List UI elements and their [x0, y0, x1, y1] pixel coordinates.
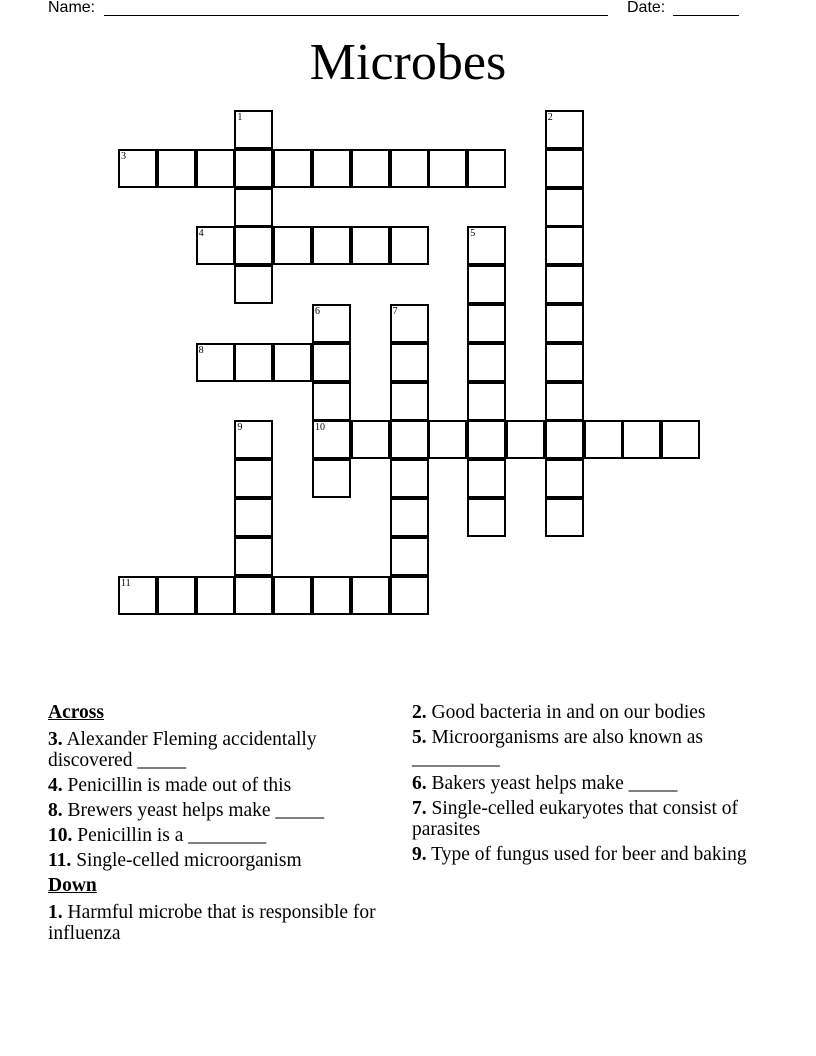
- grid-cell[interactable]: [273, 149, 312, 188]
- grid-cell[interactable]: [273, 226, 312, 265]
- grid-cell[interactable]: [467, 226, 506, 265]
- grid-cell[interactable]: [312, 149, 351, 188]
- date-label: Date:: [627, 0, 666, 16]
- clues-column-right: [412, 702, 762, 869]
- grid-cell[interactable]: [312, 304, 351, 343]
- cell-number: 8: [198, 344, 204, 356]
- grid-cell[interactable]: [622, 420, 661, 459]
- grid-cell[interactable]: [351, 226, 390, 265]
- cell-number: 9: [237, 422, 243, 434]
- clues-column-left: [48, 702, 393, 948]
- clue-down-1: 1. Harmful microbe that is responsible for influenza: [48, 902, 376, 944]
- grid-cell[interactable]: [390, 420, 429, 459]
- grid-cell[interactable]: [390, 537, 429, 576]
- grid-cell[interactable]: [661, 420, 700, 459]
- grid-cell[interactable]: [312, 343, 351, 382]
- cell-number: 4: [198, 228, 204, 240]
- grid-cell[interactable]: [234, 537, 273, 576]
- grid-cell[interactable]: [467, 498, 506, 537]
- grid-cell[interactable]: [234, 498, 273, 537]
- grid-cell[interactable]: [312, 382, 351, 421]
- grid-cell[interactable]: [196, 149, 235, 188]
- grid-cell[interactable]: [390, 459, 429, 498]
- clue-across-3: 3. Alexander Fleming accidentally discovered _____: [48, 729, 317, 771]
- grid-cell[interactable]: [312, 459, 351, 498]
- grid-cell[interactable]: [545, 343, 584, 382]
- grid-cell[interactable]: [467, 343, 506, 382]
- name-label: Name:: [48, 0, 96, 16]
- down-heading: Down: [48, 875, 97, 896]
- grid-cell[interactable]: [157, 576, 196, 615]
- grid-cell[interactable]: [545, 149, 584, 188]
- grid-cell[interactable]: [545, 498, 584, 537]
- grid-cell[interactable]: [118, 149, 157, 188]
- cell-number: 11: [121, 577, 131, 589]
- grid-cell[interactable]: [390, 498, 429, 537]
- grid-cell[interactable]: [545, 188, 584, 227]
- cell-number: 7: [392, 306, 398, 317]
- grid-cell[interactable]: [234, 110, 273, 149]
- grid-cell[interactable]: [196, 343, 235, 382]
- clue-down-2: 2. Good bacteria in and on our bodies: [412, 702, 706, 723]
- grid-cell[interactable]: [545, 265, 584, 304]
- cell-number: 10: [315, 422, 325, 434]
- cell-number: 5: [470, 228, 476, 240]
- grid-cell[interactable]: [428, 149, 467, 188]
- clue-across-8: 8. Brewers yeast helps make _____: [48, 800, 325, 821]
- grid-cell[interactable]: [234, 576, 273, 615]
- grid-cell[interactable]: [390, 226, 429, 265]
- grid-cell[interactable]: [467, 459, 506, 498]
- clue-across-4: 4. Penicillin is made out of this: [48, 775, 292, 796]
- grid-cell[interactable]: [196, 226, 235, 265]
- grid-cell[interactable]: [234, 343, 273, 382]
- clue-down-7: 7. Single-celled eukaryotes that consist of parasites: [412, 798, 738, 840]
- clue-down-9: 9. Type of fungus used for beer and baking: [412, 844, 747, 865]
- grid-cell[interactable]: [157, 149, 196, 188]
- grid-cell[interactable]: [390, 382, 429, 421]
- grid-cell[interactable]: [273, 576, 312, 615]
- grid-cell[interactable]: [312, 226, 351, 265]
- grid-cell[interactable]: [545, 226, 584, 265]
- grid-cell[interactable]: [351, 420, 390, 459]
- cell-number: 3: [121, 150, 126, 162]
- grid-cell[interactable]: [312, 420, 351, 459]
- grid-cell[interactable]: [234, 459, 273, 498]
- grid-cell[interactable]: [428, 420, 467, 459]
- clue-down-6: 6. Bakers yeast helps make _____: [412, 773, 678, 794]
- grid-cell[interactable]: [467, 265, 506, 304]
- grid-cell[interactable]: [312, 576, 351, 615]
- grid-cell[interactable]: [118, 576, 157, 615]
- grid-cell[interactable]: [273, 343, 312, 382]
- grid-cell[interactable]: [234, 420, 273, 459]
- grid-cell[interactable]: [390, 304, 429, 343]
- clue-across-10: 10. Penicillin is a ________: [48, 825, 267, 846]
- across-heading: Across: [48, 702, 104, 723]
- grid-cell[interactable]: [467, 149, 506, 188]
- grid-cell[interactable]: [545, 459, 584, 498]
- page-title: Microbes: [309, 34, 507, 91]
- grid-cell[interactable]: [390, 576, 429, 615]
- cell-number: 2: [547, 112, 553, 123]
- grid-cell[interactable]: [196, 576, 235, 615]
- grid-cell[interactable]: [351, 576, 390, 615]
- grid-cell[interactable]: [390, 149, 429, 188]
- grid-cell[interactable]: [584, 420, 623, 459]
- cell-number: 6: [315, 306, 320, 317]
- grid-cell[interactable]: [351, 149, 390, 188]
- grid-cell[interactable]: [506, 420, 545, 459]
- grid-cell[interactable]: [234, 265, 273, 304]
- grid-cell[interactable]: [545, 420, 584, 459]
- grid-cell[interactable]: [467, 304, 506, 343]
- grid-cell[interactable]: [234, 149, 273, 188]
- grid-cell[interactable]: [545, 110, 584, 149]
- grid-cell[interactable]: [467, 382, 506, 421]
- cell-number: 1: [237, 112, 243, 123]
- grid-cell[interactable]: [234, 188, 273, 227]
- clue-down-5: 5. Microorganisms are also known as _________: [412, 727, 704, 769]
- grid-cell[interactable]: [390, 343, 429, 382]
- grid-cell[interactable]: [545, 304, 584, 343]
- grid-cell[interactable]: [234, 226, 273, 265]
- clue-across-11: 11. Single-celled microorganism: [48, 850, 302, 871]
- grid-cell[interactable]: [467, 420, 506, 459]
- grid-cell[interactable]: [545, 382, 584, 421]
